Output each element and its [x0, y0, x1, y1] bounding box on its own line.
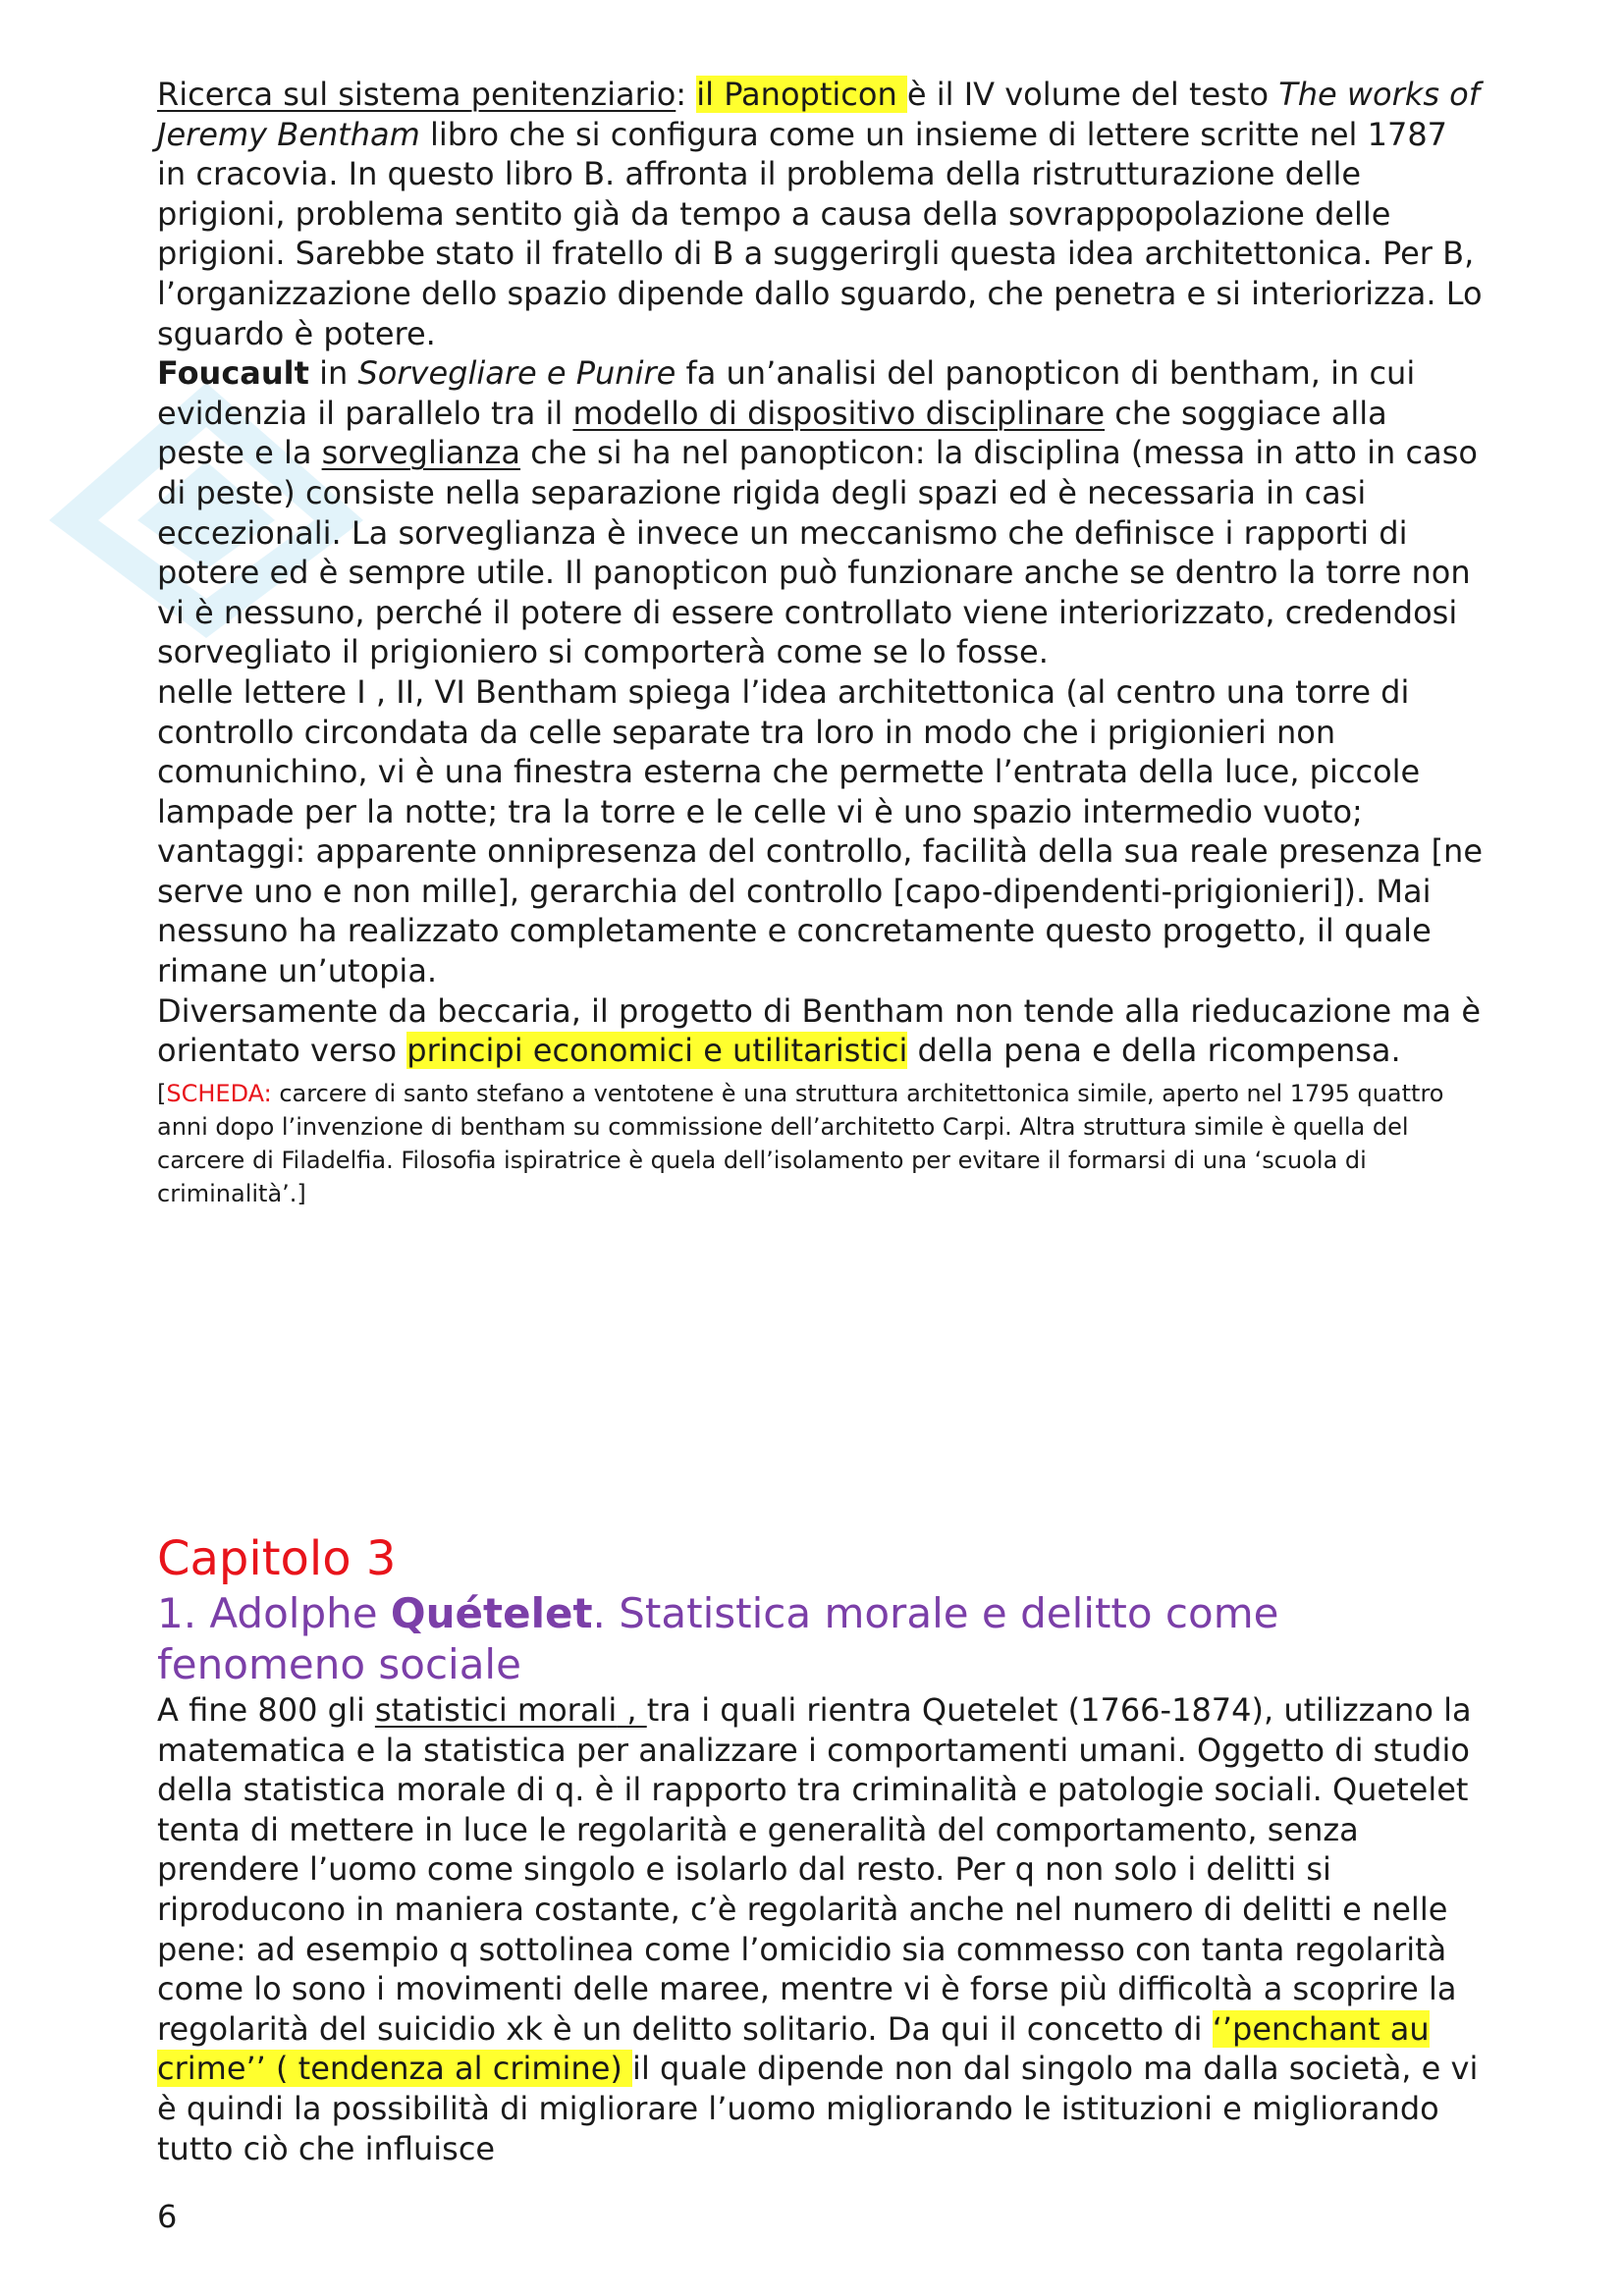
chapter-section [157, 1529, 1483, 2168]
page-number: 6 [157, 2198, 178, 2235]
paragraph-letters: nelle lettere I , II, VI Bentham spiega l’idea architettonica (al centro una torre di controllo circondata da celle separate tra loro in modo che i prigionieri non comunichino, vi è una finestra esterna che permette l’entrata della luce, piccole lampade per la notte; tra la torre e le celle vi è uno spazio intermedio vuoto; vantaggi: apparente onnipresenza del controllo, facilità della sua reale presenza [ne serve uno e non mille], gerarchia del controllo [capo-dipendenti-prigionieri]). Mai nessuno ha realizzato completamente e concretamente questo progetto, il quale rimane un’utopia. [157, 672, 1484, 990]
research-heading-text: Ricerca sul sistema penitenziario [157, 76, 676, 113]
book-title: The works of Jeremy Bentham [157, 76, 1480, 153]
paragraph-foucault: Foucault in Sorvegliare e Punire fa un’analisi del panopticon di bentham, in cui evidenzia il parallelo tra il modello di dispositivo disciplinare che soggiace alla peste e la sorveglianza che si ha nel panopticon: la disciplina (messa in atto in caso di peste) consiste nella separazione rigida degli spazi ed è necessaria in casi eccezionali. La sorveglianza è invece un meccanismo che definisce i rapporti di potere ed è sempre utile. Il panopticon può funzionare anche se dentro la torre non vi è nessuno, perché il potere di essere controllato viene interiorizzato, credendosi sorvegliato il prigioniero si comporterà come se lo fosse. [157, 354, 1478, 671]
book-title: Sorvegliare e Punire [357, 354, 676, 393]
panopticon-section [157, 75, 1483, 1071]
highlight-penchant: ‘’penchant au crime’’ ( tendenza al crimine) [157, 2009, 1430, 2088]
highlight-principles: principi economici e utilitaristici [406, 1032, 908, 1070]
author-foucault: Foucault [157, 354, 309, 393]
underlined-term: sorveglianza [321, 434, 521, 472]
highlight-panopticon: il Panopticon [696, 76, 907, 113]
paragraph-quetelet: A fine 800 gli statistici morali , tra i quali rientra Quetelet (1766-1874), utilizzano la matematica e la statistica per analizzare i comportamenti umani. Oggetto di studio della statistica morale di q. è il rapporto tra criminalità e patologie sociali. Quetelet tenta di mettere in luce le regolarità e generalità del comportamento, senza prendere l’uomo come singolo e isolarlo dal resto. Per q non solo i delitti si riproducono in maniera costante, c’è regolarità anche nel numero di delitti e nelle pene: ad esempio q sottolinea come l’omicidio sia commesso con tanta regolarità come lo sono i movimenti delle maree, mentre vi è forse più difficoltà a scoprire la regolarità del suicidio xk è un delitto solitario. Da qui il concetto di ‘’penchant au crime’’ ( tendenza al crimine) il quale dipende non dal singolo ma dalla società, e vi è quindi la possibilità di migliorare l’uomo migliorando le istituzioni e migliorando tutto ciò che influisce [157, 1691, 1479, 2167]
paragraph-beccaria: Diversamente da beccaria, il progetto di Bentham non tende alla rieducazione ma è orientato verso principi economici e utilitaristici della pena e della ricompensa. [157, 991, 1481, 1070]
section-title: 1. Adolphe Quételet. Statistica morale e delitto come fenomeno sociale [157, 1589, 1279, 1688]
scheda-label: SCHEDA: [166, 1079, 272, 1107]
scheda-note: [SCHEDA: carcere di santo stefano a ventotene è una struttura architettonica simile, aperto nel 1795 quattro anni dopo l’invenzione di bentham su commissione dell’architetto Carpi. Altra struttura simile è quella del carcere di Filadelfia. Filosofia ispiratrice è quela dell’isolamento per evitare il formarsi di una ‘scuola di criminalità’.] [157, 1079, 1444, 1207]
underlined-term: modello di dispositivo disciplinare [572, 394, 1106, 432]
document-page [157, 75, 1483, 1210]
paragraph-panopticon: Ricerca sul sistema penitenziario: il Panopticon è il IV volume del testo The works of Jeremy Bentham libro che si configura come un insieme di lettere scritte nel 1787 in cracovia. In questo libro B. affronta il problema della ristrutturazione delle prigioni, problema sentito già da tempo a causa della sovrappopolazione delle prigioni. Sarebbe stato il fratello di B a suggerirgli questa idea architettonica. Per B, l’organizzazione dello spazio dipende dallo sguardo, che penetra e si interiorizza. Lo sguardo è potere. [157, 76, 1483, 352]
section-name-quetelet: Quételet [390, 1589, 593, 1637]
chapter-title: Capitolo 3 [157, 1531, 397, 1586]
underlined-term: statistici morali [374, 1691, 618, 1729]
quetelet-section-body [157, 1690, 1483, 2168]
